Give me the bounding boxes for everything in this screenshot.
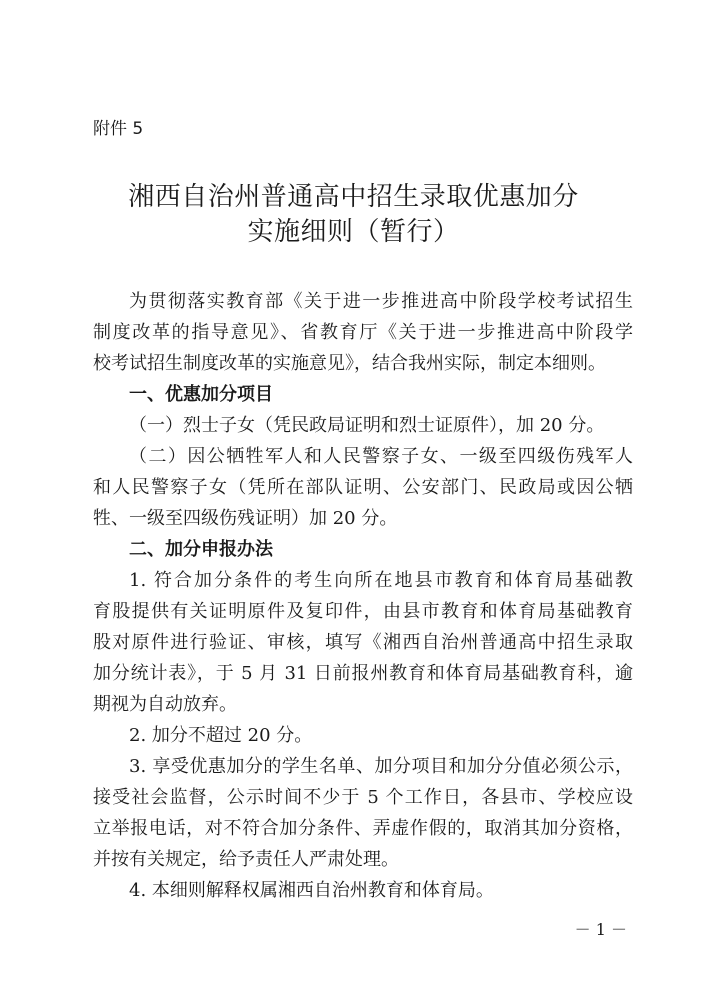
document-title-line-1: 湘西自治州普通高中招生录取优惠加分 bbox=[128, 182, 579, 212]
intro-paragraph bbox=[93, 286, 633, 379]
section-2-item-1 bbox=[93, 565, 633, 720]
intro-line: 校考试招生制度改革的实施意见》，结合我州实际，制定本细则。 bbox=[93, 353, 606, 374]
paragraph-line: 接受社会监督，公示时间不少于 5 个工作日，各县市、学校应设 bbox=[93, 787, 633, 808]
attachment-label: 附件 5 bbox=[93, 119, 144, 139]
paragraph-line: 立举报电话，对不符合加分条件、弄虚作假的，取消其加分资格， bbox=[93, 818, 633, 839]
page-number: － 1 － bbox=[574, 920, 627, 939]
section-1-item-2 bbox=[93, 441, 633, 534]
paragraph-line: 并按有关规定，给予责任人严肃处理。 bbox=[93, 849, 399, 870]
paragraph-line: 牲、一级至四级伤残证明）加 20 分。 bbox=[93, 508, 398, 529]
paragraph-line: （二）因公牺牲军人和人民警察子女、一级至四级伤残军人 bbox=[129, 446, 633, 467]
section-2-heading: 二、加分申报办法 bbox=[129, 539, 273, 560]
paragraph-line: 1. 符合加分条件的考生向所在地县市教育和体育局基础教 bbox=[129, 570, 633, 591]
section-2-item-4: 4. 本细则解释权属湘西自治州教育和体育局。 bbox=[129, 880, 494, 901]
section-1-item-1: （一）烈士子女（凭民政局证明和烈士证原件），加 20 分。 bbox=[129, 415, 605, 436]
section-2-item-3 bbox=[93, 751, 633, 875]
intro-line: 制度改革的指导意见》、省教育厅《关于进一步推进高中阶段学 bbox=[93, 322, 633, 343]
document-body bbox=[93, 286, 633, 906]
section-1-heading: 一、优惠加分项目 bbox=[129, 384, 273, 405]
paragraph-line: 加分统计表》，于 5 月 31 日前报州教育和体育局基础教育科，逾 bbox=[93, 663, 633, 684]
paragraph-line: 3. 享受优惠加分的学生名单、加分项目和加分分值必须公示， bbox=[129, 756, 633, 777]
paragraph-line: 期视为自动放弃。 bbox=[93, 694, 237, 715]
document-title-line-2: 实施细则（暂行） bbox=[247, 217, 460, 247]
paragraph-line: 股对原件进行验证、审核，填写《湘西自治州普通高中招生录取 bbox=[93, 632, 633, 653]
section-2-item-2: 2. 加分不超过 20 分。 bbox=[129, 725, 313, 746]
paragraph-line: 和人民警察子女（凭所在部队证明、公安部门、民政局或因公牺 bbox=[93, 477, 633, 498]
intro-line: 为贯彻落实教育部《关于进一步推进高中阶段学校考试招生 bbox=[129, 291, 633, 312]
paragraph-line: 育股提供有关证明原件及复印件，由县市教育和体育局基础教育 bbox=[93, 601, 633, 622]
